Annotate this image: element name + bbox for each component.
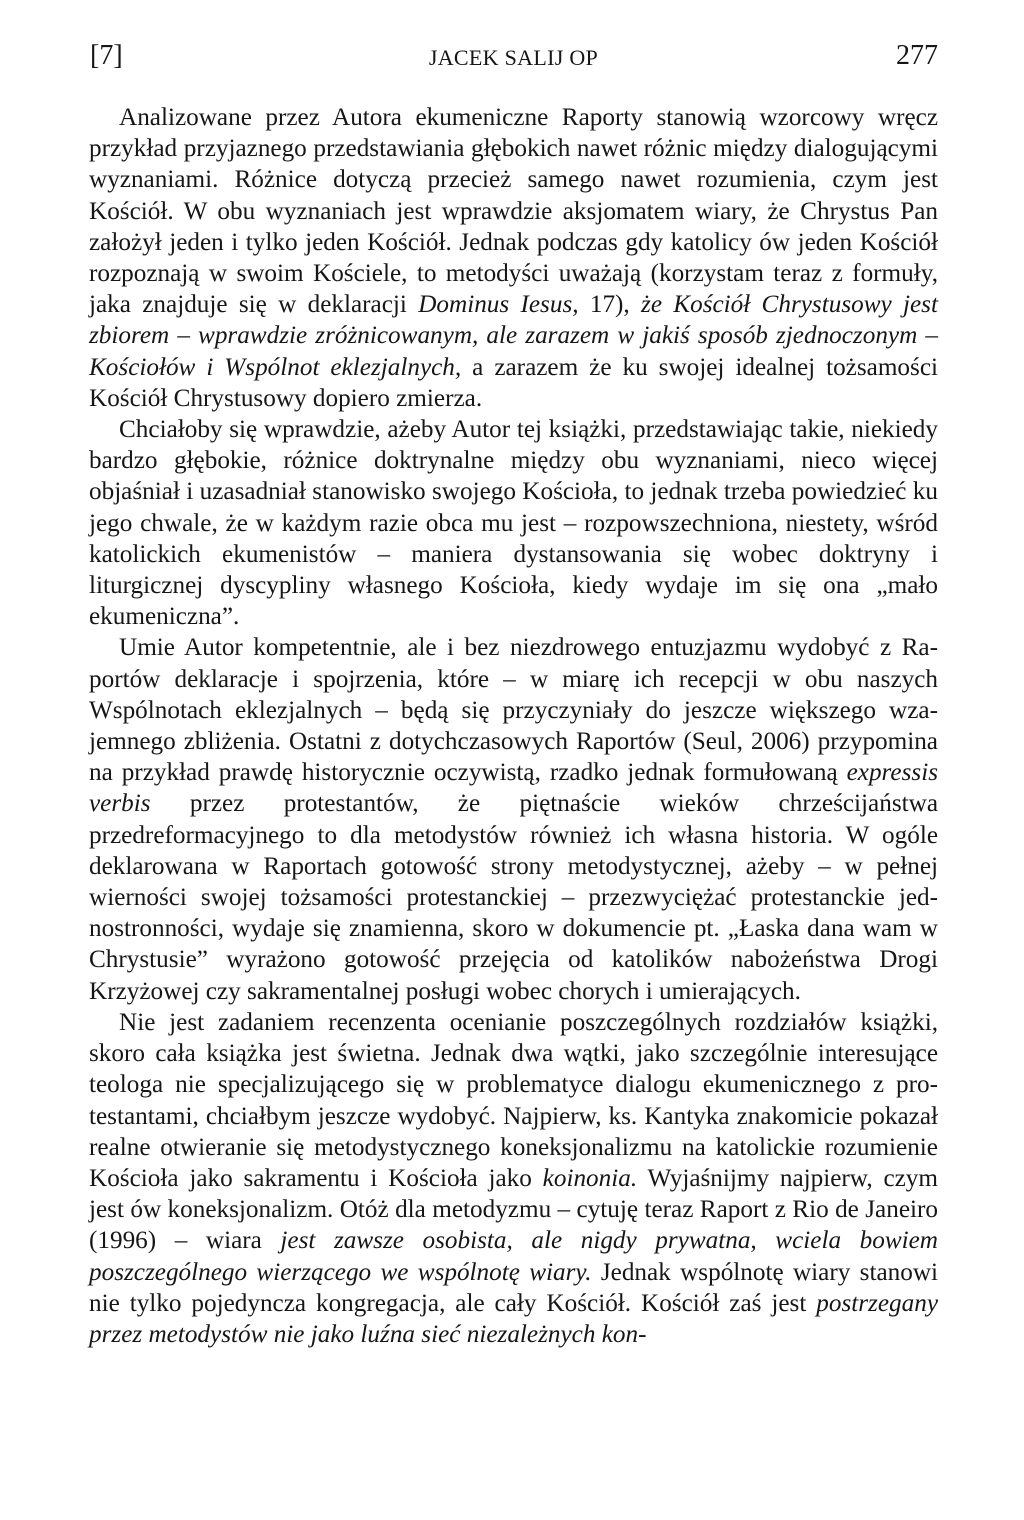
- text-run: Wyjaśnijmy najpierw, czym jest ów koneksjonalizm. Otóż dla metodyzmu – cytuję teraz Raport z Rio de Janeiro (1996) – wiara: [89, 1164, 938, 1255]
- italic-run: Dominus Iesus,: [418, 291, 579, 319]
- paragraph-3: [89, 632, 938, 1006]
- italic-run: postrzegany przez metodystów nie jako luźna sieć niezależnych kon-: [89, 1289, 938, 1348]
- running-title: JACEK SALIJ OP: [428, 45, 599, 70]
- body-text: [89, 102, 938, 1350]
- section-number: [7]: [90, 40, 123, 71]
- text-run: Jednak wspólnotę wiary stanowi nie tylko pojedyncza kongregacja, ale cały Kościół. Kościół zaś jest: [89, 1258, 939, 1317]
- paragraph-2: [89, 414, 938, 632]
- text-run: Umie Autor kompetentnie, ale i bez niezdrowego entuzjazmu wydobyć z Raportów deklaracje i spojrzenia, które – w miarę ich recepcji w obu naszych Wspólnotach eklezjalnych – będą się przyczyniały do jeszcze większego wzajemnego zbliżenia. Ostatni z dotychczasowych Raportów (Seul, 2006) przypomina na przykład prawdę historycznie oczywistą, rzadko jednak formułowaną: [89, 634, 938, 787]
- text-run: Chciałoby się wprawdzie, ażeby Autor tej książki, przedstawiając takie, niekiedy bardzo głębokie, różnice doktrynalne między obu wyznaniami, nieco więcej objaśniał i uzasadniał stanowisko swojego Kościoła, to jednak trzeba powiedzieć ku jego chwale, że w każdym razie obca mu jest – rozpowszechniona, niestety, wśród katolickich ekumenistów – maniera dystansowania się wobec doktryny i liturgicznej dyscypliny własnego Kościoła, kiedy wydaje im się ona „mało ekumeniczna”.: [89, 416, 938, 631]
- text-run: Analizowane przez Autora ekumeniczne Raporty stanowią wzorcowy wręcz przykład przyjaznego przedstawiania głębokich nawet różnic między dialogującymi wyznaniami. Różnice dotyczą przecież samego nawet rozumienia, czym jest Kościół. W obu wyznaniach jest wprawdzie aksjomatem wiary, że Chrystus Pan założył jeden i tylko jeden Kościół. Jednak podczas gdy katolicy ów jeden Kościół rozpoznają w swoim Kościele, to metodyści uważają (korzystam teraz z formuły, jaka znajduje się w deklaracji: [89, 104, 938, 319]
- italic-run: że Kościół Chrystusowy jest zbiorem – wprawdzie zróżnicowanym, ale zarazem w jakiś sposób zjednoczonym – Kościołów i Wspólnot eklezjalnych,: [89, 291, 938, 381]
- page-number: 277: [896, 40, 938, 71]
- paragraph-1: [89, 102, 938, 414]
- italic-run: expressis verbis: [89, 759, 938, 818]
- italic-run: jest zawsze osobista, ale nigdy prywatna, wciela bowiem poszczególnego wierzącego we wspólnotę wiary.: [89, 1227, 938, 1286]
- text-run: a zarazem że ku swojej idealnej tożsamości Kościół Chrystusowy dopiero zmierza.: [89, 353, 939, 412]
- text-run: 17),: [578, 291, 642, 319]
- running-header: [89, 38, 938, 78]
- text-run: Nie jest zadaniem recenzenta ocenianie poszczególnych rozdziałów książki, skoro cała książka jest świetna. Jednak dwa wątki, jako szczególnie interesujące teologa nie specjalizującego się w problematyce dialogu ekumenicznego z protestantami, chciałbym jeszcze wydobyć. Najpierw, ks. Kantyka znakomicie pokazał realne otwieranie się metodystycznego koneksjonalizmu na katolickie rozumienie Kościoła jako sakramentu i Kościoła jako: [89, 1008, 938, 1192]
- text-run: przez protestantów, że piętnaście wieków chrześcijaństwa przedreformacyjnego to dla metodystów również ich własna historia. W ogóle deklarowana w Raportach gotowość strony metodystycznej, ażeby – w pełnej wierności swojej tożsamości protestanckiej – przezwyciężać protestanckie jednostronności, wydaje się znamienna, skoro w dokumencie pt. „Łaska dana wam w Chrystusie” wyrażono gotowość przejęcia od katolików nabożeństwa Drogi Krzyżowej czy sakramentalnej posługi wobec chorych i umierających.: [89, 790, 938, 1005]
- italic-run: koinonia.: [542, 1164, 638, 1192]
- paragraph-4: [89, 1007, 938, 1350]
- document-page: [89, 38, 938, 1350]
